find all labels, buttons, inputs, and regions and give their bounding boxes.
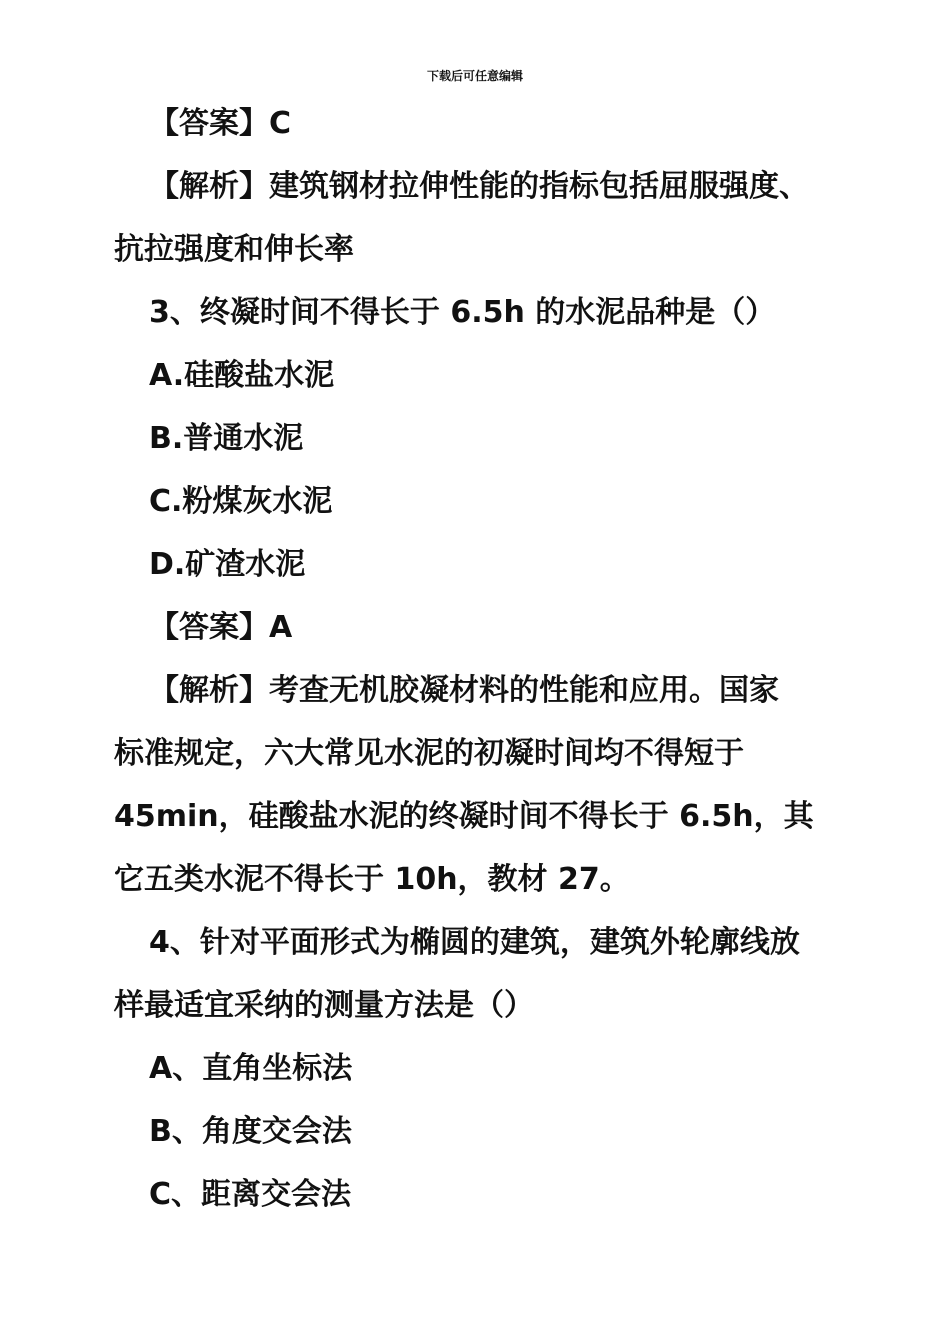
option-3b xyxy=(114,407,838,470)
text-line: 抗拉强度和伸长率 xyxy=(114,232,354,267)
text-line: 4、针对平面形式为椭圆的建筑，建筑外轮廓线放 xyxy=(149,925,800,960)
text-line: 【解析】建筑钢材拉伸性能的指标包括屈服强度、 xyxy=(149,169,809,204)
answer-3 xyxy=(114,596,838,659)
text-line: 3、终凝时间不得长于 6.5h 的水泥品种是（） xyxy=(149,295,776,330)
option-3a xyxy=(114,344,838,407)
explanation-3 xyxy=(114,659,838,911)
text-line: A.硅酸盐水泥 xyxy=(149,358,335,393)
answer-2 xyxy=(114,92,838,155)
option-4c xyxy=(114,1163,838,1226)
text-line: 【答案】C xyxy=(149,106,292,141)
text-line: B、角度交会法 xyxy=(149,1114,352,1149)
text-line: 【答案】A xyxy=(149,610,293,645)
option-3d xyxy=(114,533,838,596)
explanation-2 xyxy=(114,155,838,281)
text-line: B.普通水泥 xyxy=(149,421,304,456)
option-3c xyxy=(114,470,838,533)
text-line: 【解析】考查无机胶凝材料的性能和应用。国家 xyxy=(149,673,779,708)
option-4a xyxy=(114,1037,838,1100)
text-line: C、距离交会法 xyxy=(149,1177,352,1212)
document-body xyxy=(114,92,838,1226)
text-line: 样最适宜采纳的测量方法是（） xyxy=(114,988,534,1023)
question-4 xyxy=(114,911,838,1037)
option-4b xyxy=(114,1100,838,1163)
question-3 xyxy=(114,281,838,344)
text-line: A、直角坐标法 xyxy=(149,1051,353,1086)
text-line: 45min，硅酸盐水泥的终凝时间不得长于 6.5h，其 xyxy=(114,799,814,834)
text-line: 它五类水泥不得长于 10h，教材 27。 xyxy=(114,862,630,897)
text-line: D.矿渣水泥 xyxy=(149,547,306,582)
text-line: 标准规定，六大常见水泥的初凝时间均不得短于 xyxy=(114,736,744,771)
text-line: C.粉煤灰水泥 xyxy=(149,484,333,519)
page-header: 下载后可任意编辑 xyxy=(426,69,523,83)
